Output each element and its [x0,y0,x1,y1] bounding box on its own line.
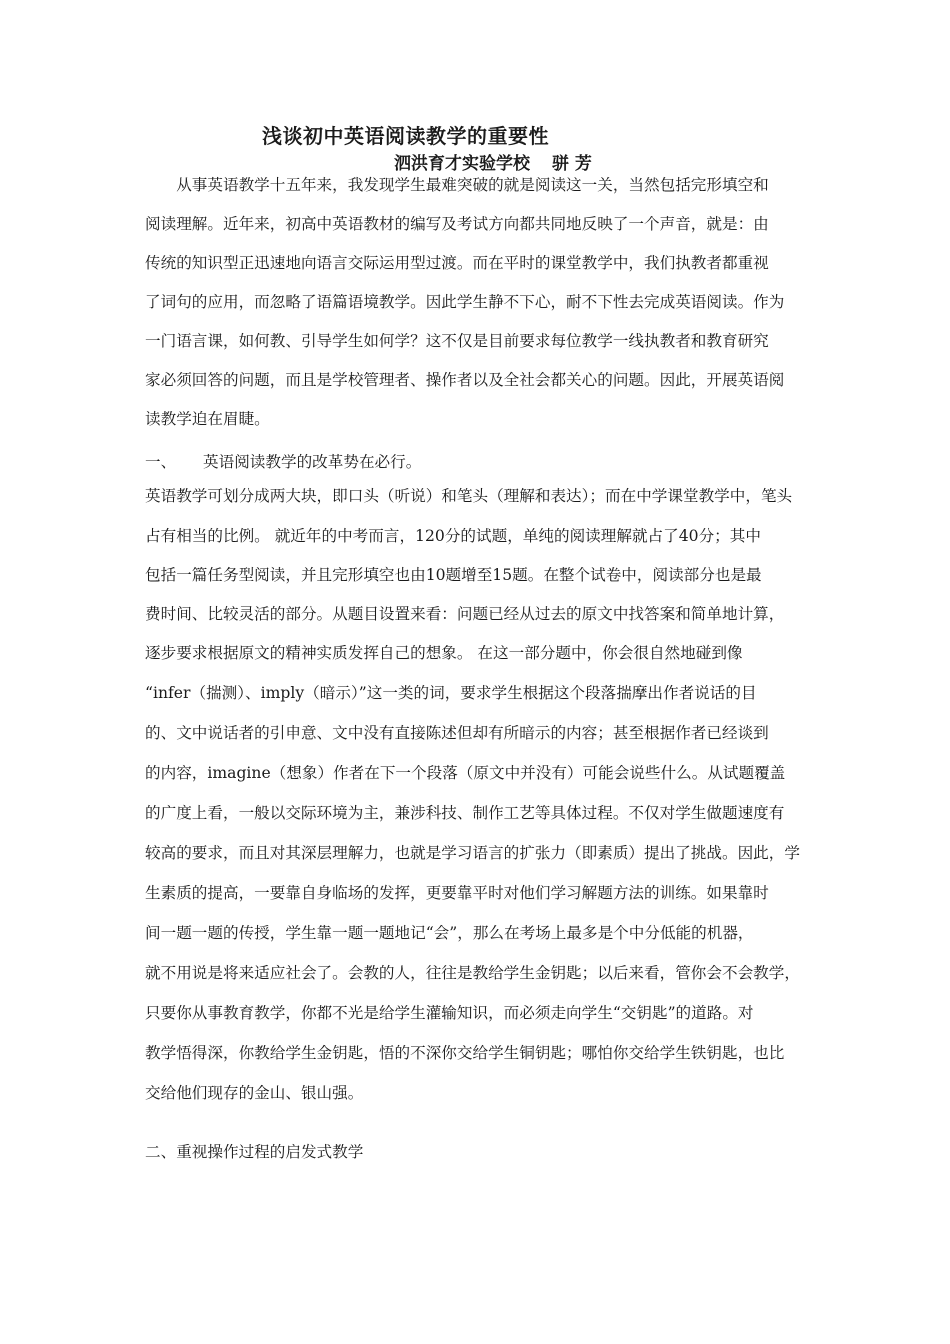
paragraph-line: 从事英语教学十五年来，我发现学生最难突破的就是阅读这一关，当然包括完形填空和 [145,176,769,194]
author-school: 泗洪育才实验学校 [394,154,530,174]
paragraph-line: 较高的要求，而且对其深层理解力，也就是学习语言的扩张力（即素质）提出了挑战。因此，学 [145,844,800,862]
author-name: 骈 芳 [552,154,592,174]
section-number: 一、 [145,453,177,471]
paragraph-line: 一门语言课，如何教、引导学生如何学？这不仅是目前要求每位教学一线执教者和教育研究 [145,332,769,350]
section-heading-2: 二、重视操作过程的启发式教学 [145,1143,364,1161]
paragraph-line: 的内容，imagine（想象）作者在下一个段落（原文中并没有）可能会说些什么。从试题覆盖 [145,764,786,782]
section-heading-1 [145,450,421,472]
paragraph-line: 读教学迫在眉睫。 [145,410,270,428]
paragraph-line: 教学悟得深，你教给学生金钥匙，悟的不深你交给学生铜钥匙；哪怕你交给学生铁钥匙，也比 [145,1044,785,1062]
paragraph-line: 传统的知识型正迅速地向语言交际运用型过渡。而在平时的课堂教学中，我们执教者都重视 [145,254,769,272]
paragraph-line: 了词句的应用，而忽略了语篇语境教学。因此学生静不下心，耐不下性去完成英语阅读。作为 [145,293,785,311]
paragraph-line: 家必须回答的问题，而且是学校管理者、操作者以及全社会都关心的问题。因此，开展英语阅 [145,371,785,389]
paragraph-line: 英语教学可划分成两大块，即口头（听说）和笔头（理解和表达）；而在中学课堂教学中，笔头 [145,487,793,505]
paragraph-line: 生素质的提高，一要靠自身临场的发挥，更要靠平时对他们学习解题方法的训练。如果靠时 [145,884,769,902]
paragraph-line: 交给他们现存的金山、银山强。 [145,1084,364,1102]
paragraph-line: 的、文中说话者的引申意、文中没有直接陈述但却有所暗示的内容；甚至根据作者已经谈到 [145,724,769,742]
section-title: 英语阅读教学的改革势在必行。 [203,453,422,471]
author-line [394,149,592,174]
paragraph-line: “infer（揣测）、imply（暗示）”这一类的词，要求学生根据这个段落揣摩出作者说话的目 [145,684,757,702]
paragraph-line: 间一题一题的传授，学生靠一题一题地记“会”，那么在考场上最多是个中分低能的机器， [145,924,754,942]
paragraph-line: 逐步要求根据原文的精神实质发挥自己的想象。 在这一部分题中，你会很自然地碰到像 [145,644,743,662]
paragraph-line: 占有相当的比例。 就近年的中考而言，120分的试题，单纯的阅读理解就占了40分；其中 [145,527,761,545]
document-title: 浅谈初中英语阅读教学的重要性 [262,124,549,148]
paragraph-line: 只要你从事教育教学，你都不光是给学生灌输知识，而必须走向学生“交钥匙”的道路。对 [145,1004,754,1022]
paragraph-line: 包括一篇任务型阅读，并且完形填空也由10题增至15题。在整个试卷中，阅读部分也是最 [145,566,762,584]
paragraph-line: 阅读理解。近年来，初高中英语教材的编写及考试方向都共同地反映了一个声音，就是：由 [145,215,769,233]
paragraph-line: 的广度上看，一般以交际环境为主，兼涉科技、制作工艺等具体过程。不仅对学生做题速度有 [145,804,785,822]
paragraph-line: 就不用说是将来适应社会了。会教的人，往往是教给学生金钥匙；以后来看，管你会不会教学， [145,964,800,982]
paragraph-line: 费时间、比较灵活的部分。从题目设置来看：问题已经从过去的原文中找答案和简单地计算， [145,605,785,623]
